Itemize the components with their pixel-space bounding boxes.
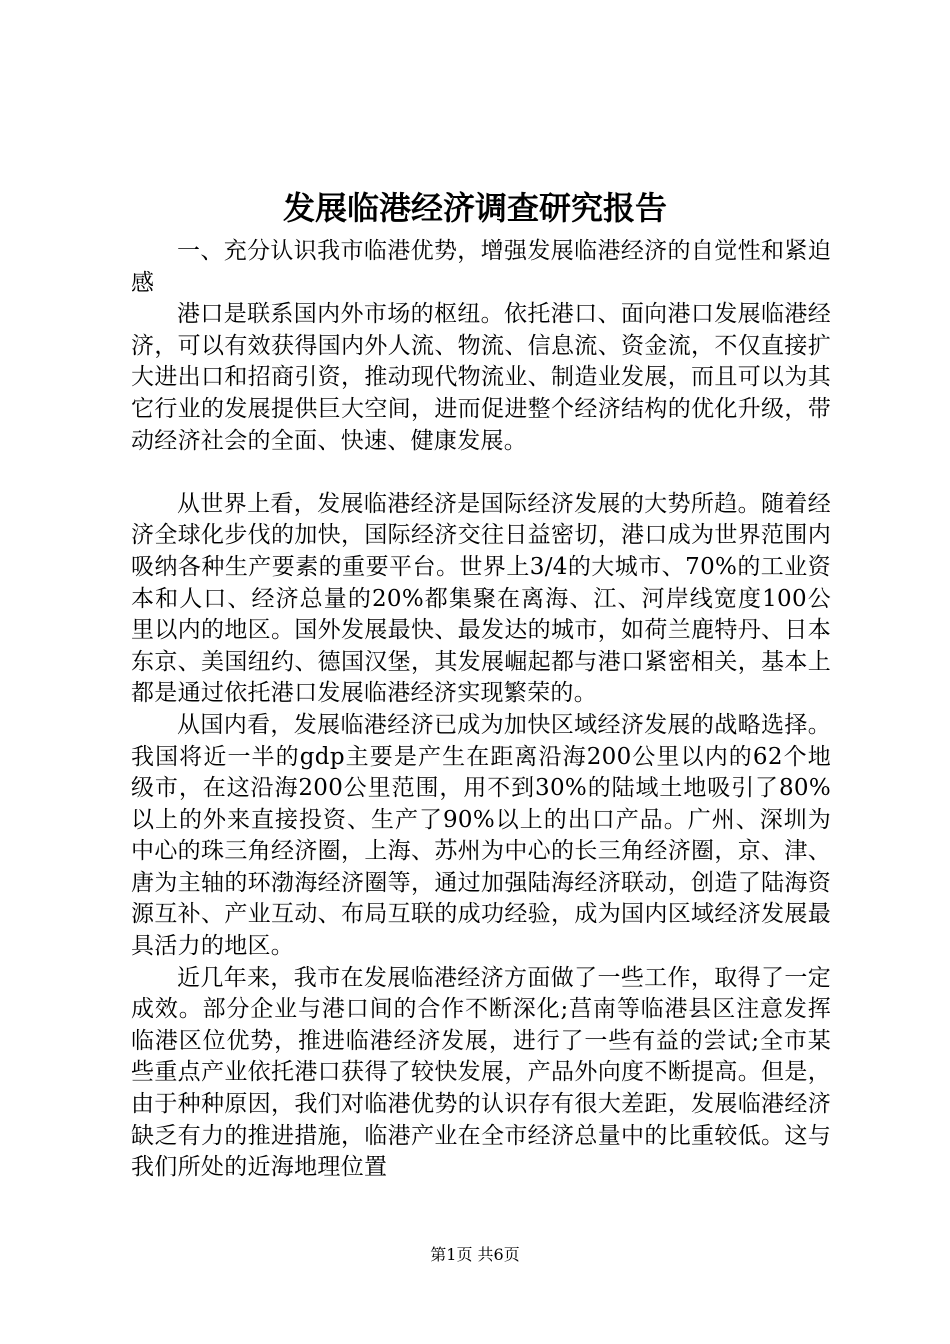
- body-paragraph: 从世界上看，发展临港经济是国际经济发展的大势所趋。随着经济全球化步伐的加快，国际经济交往日益密切，港口成为世界范围内吸纳各种生产要素的重要平台。世界上3/4的大城市、70%的工业资本和人口、经济总量的20%都集聚在离海、江、河岸线宽度100公里以内的地区。国外发展最快、最发达的城市，如荷兰鹿特丹、日本东京、美国纽约、德国汉堡，其发展崛起都与港口紧密相关，基本上都是通过依托港口发展临港经济实现繁荣的。: [131, 490, 831, 707]
- body-paragraph: 近几年来，我市在发展临港经济方面做了一些工作，取得了一定成效。部分企业与港口间的合作不断深化;莒南等临港县区注意发挥临港区位优势，推进临港经济发展，进行了一些有益的尝试;全市某些重点产业依托港口获得了较快发展，产品外向度不断提高。但是，由于种种原因，我们对临港优势的认识存有很大差距，发展临港经济缺乏有力的推进措施，临港产业在全市经济总量中的比重较低。这与我们所处的近海地理位置: [131, 964, 831, 1181]
- body-paragraph: 从国内看，发展临港经济已成为加快区域经济发展的战略选择。我国将近一半的gdp主要是产生在距离沿海200公里以内的62个地级市，在这沿海200公里范围，用不到30%的陆域土地吸引了80%以上的外来直接投资、生产了90%以上的出口产品。广州、深圳为中心的珠三角经济圈，上海、苏州为中心的长三角经济圈，京、津、唐为主轴的环渤海经济圈等，通过加强陆海经济联动，创造了陆海资源互补、产业互动、布局互联的成功经验，成为国内区域经济发展最具活力的地区。: [131, 711, 831, 960]
- document-body: [131, 236, 831, 1184]
- section-heading: 一、充分认识我市临港优势，增强发展临港经济的自觉性和紧迫感: [131, 238, 831, 296]
- body-paragraph: 港口是联系国内外市场的枢纽。依托港口、面向港口发展临港经济，可以有效获得国内外人流、物流、信息流、资金流，不仅直接扩大进出口和招商引资，推动现代物流业、制造业发展，而且可以为其它行业的发展提供巨大空间，进而促进整个经济结构的优化升级，带动经济社会的全面、快速、健康发展。: [131, 301, 831, 454]
- document-title: 发展临港经济调查研究报告: [282, 189, 667, 227]
- page-footer: 第1页 共6页: [430, 1245, 520, 1264]
